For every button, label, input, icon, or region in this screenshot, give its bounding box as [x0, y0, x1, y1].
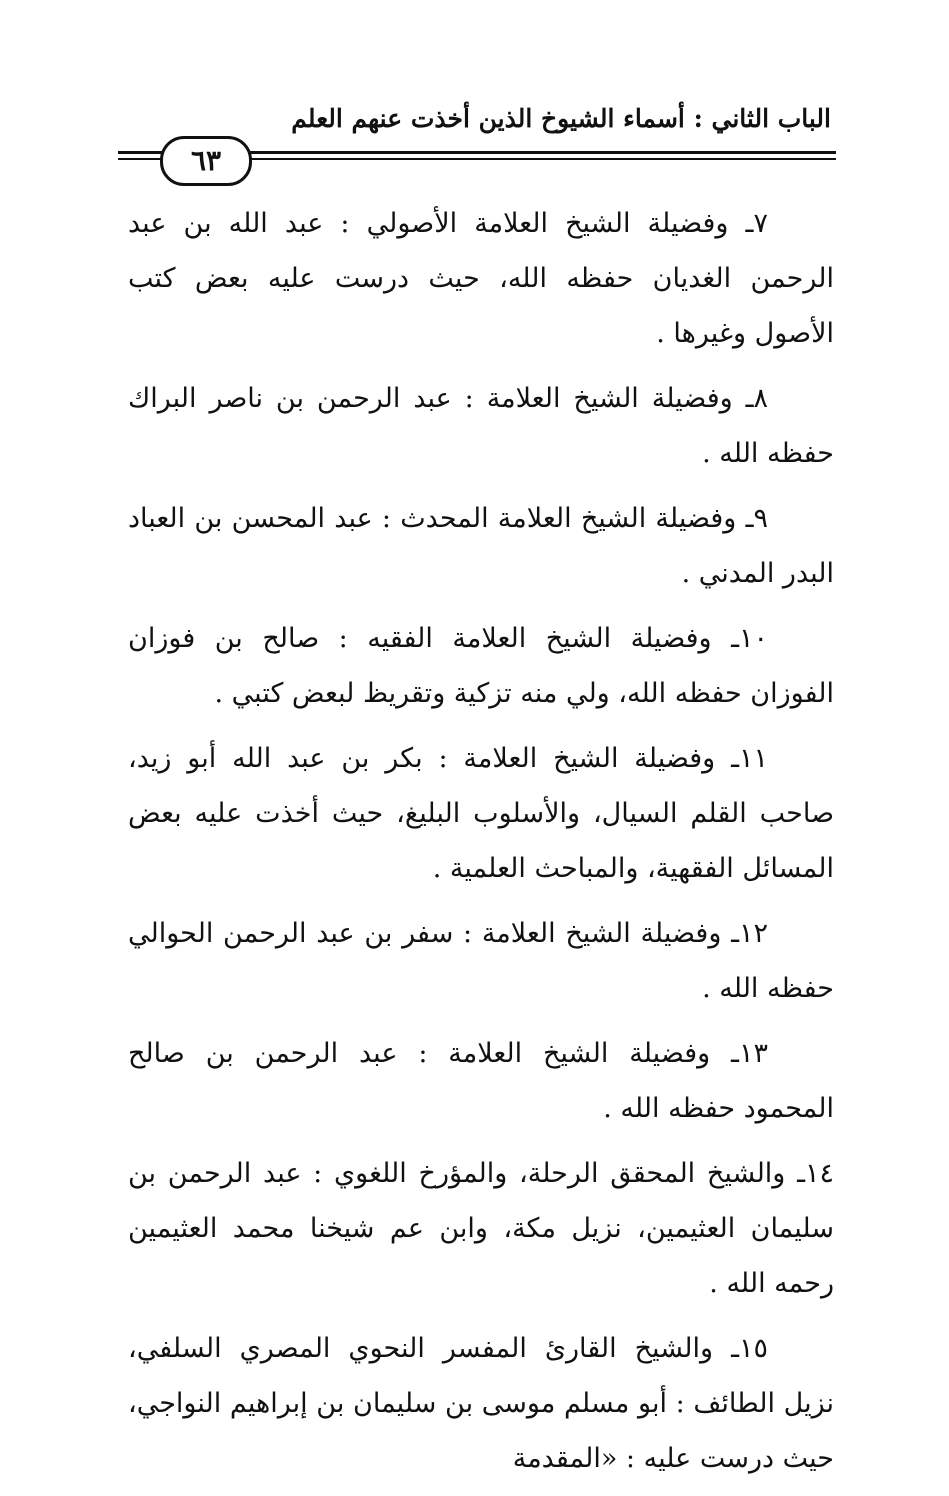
list-item-15: ١٥ـ والشيخ القارئ المفسر النحوي المصري السلفي، نزيل الطائف : أبو مسلم موسى بن سليمان بن إبراهيم النواجي، حيث درست عليه : «المقدمة — [128, 1333, 834, 1474]
list-item-10: ١٠ـ وفضيلة الشيخ العلامة الفقيه : صالح بن فوزان الفوزان حفظه الله، ولي منه تزكية وتقريظ لبعض كتبي . — [128, 623, 834, 709]
page-body — [128, 196, 834, 1496]
list-item-13: ١٣ـ وفضيلة الشيخ العلامة : عبد الرحمن بن صالح المحمود حفظه الله . — [128, 1038, 834, 1124]
list-item-11: ١١ـ وفضيلة الشيخ العلامة : بكر بن عبد الله أبو زيد، صاحب القلم السيال، والأسلوب البليغ، حيث أخذت عليه بعض المسائل الفقهية، والمباحث العلمية . — [128, 743, 834, 884]
running-header: الباب الثاني : أسماء الشيوخ الذين أخذت عنهم العلم — [291, 104, 831, 133]
list-item-12: ١٢ـ وفضيلة الشيخ العلامة : سفر بن عبد الرحمن الحوالي حفظه الله . — [128, 918, 834, 1004]
list-item-8: ٨ـ وفضيلة الشيخ العلامة : عبد الرحمن بن ناصر البراك حفظه الله . — [128, 383, 834, 469]
list-item-9: ٩ـ وفضيلة الشيخ العلامة المحدث : عبد المحسن بن العباد البدر المدني . — [128, 503, 834, 589]
list-item-7: ٧ـ وفضيلة الشيخ العلامة الأصولي : عبد الله بن عبد الرحمن الغديان حفظه الله، حيث درست عليه بعض كتب الأصول وغيرها . — [128, 208, 834, 349]
list-item-14: ١٤ـ والشيخ المحقق الرحلة، والمؤرخ اللغوي : عبد الرحمن بن سليمان العثيمين، نزيل مكة، وابن عم شيخنا محمد العثيمين رحمه الله . — [128, 1158, 834, 1299]
page-number: ٦٣ — [160, 136, 252, 186]
